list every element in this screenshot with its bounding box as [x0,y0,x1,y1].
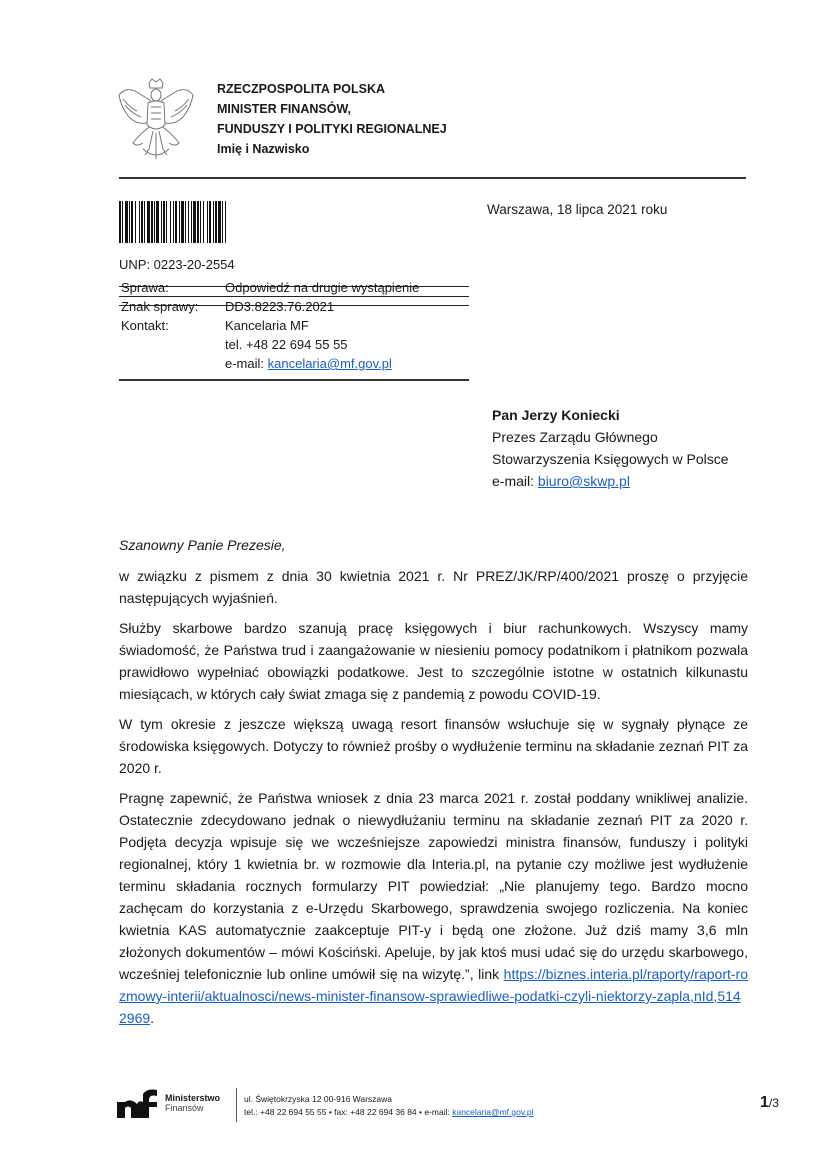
meta-value: Kancelaria MF [225,318,309,333]
meta-key: Znak sprawy: [121,299,199,314]
paragraph-4: Pragnę zapewnić, że Państwa wniosek z dnia 23 marca 2021 r. został poddany wnikliwej analizie. Ostatecznie zdecydowano jednak o niewydłużaniu terminu na składanie zeznań PIT za 2020 r. Podjęta decyzja wpisuje się we wcześniejsze zapowiedzi ministra finansów, funduszy i polityki regionalnej, który 1 kwietnia br. w rozmowie dla Interia.pl, na pytanie czy możliwe jest wydłużenie terminu składania rocznych formularzy PIT powiedział: „Nie planujemy tego. Bardzo mocno zachęcam do korzystania z e-Urzędu Skarbowego, sprawdzenia swojego rozliczenia. Na koniec kwietnia KAS automatycznie zaakceptuje PIT-y i będą one złożone. Już dziś mamy 3,6 mln złożonych dokumentów – mówi Kościński. Apeluje, by jak ktoś musi udać się do urzędu skarbowego, wcześniej telefonicznie lub online umówił się na wizytę.”, link https://biznes.interia.pl/raporty/raport-rozmowy-interii/aktualnosci/news-minister-finansow-sprawiedliwe-podatki-czyli-niektorzy-zapla,nId,5142969. [119,790,748,1026]
logo-line-2: Finansów [165,1103,204,1113]
ministry-logo [117,1088,220,1118]
meta-key: Kontakt: [121,318,169,333]
meta-key: Sprawa: [121,280,169,295]
meta-divider [119,379,469,381]
meta-row-phone [119,335,469,354]
paragraph-4-text: Pragnę zapewnić, że Państwa wniosek z dnia 23 marca 2021 r. został poddany wnikliwej analizie. Ostatecznie zdecydowano jednak o niewydłużaniu terminu na składanie zeznań PIT za 2020 r. Podjęta decyzja wpisuje się we wcześniejsze zapowiedzi ministra finansów, funduszy i polityki regionalnej, który 1 kwietnia br. w rozmowie dla Interia.pl, na pytanie czy możliwe jest wydłużenie terminu składania rocznych formularzy PIT powiedział: „Nie planujemy tego. Bardzo mocno zachęcam do korzystania z e-Urzędu Skarbowego, sprawdzenia swojego rozliczenia. Na koniec kwietnia KAS automatycznie zaakceptuje PIT-y i będą one złożone. Już dziś mamy 3,6 mln złożonych dokumentów – mówi Kościński. Apeluje, by jak ktoś musi udać się do urzędu skarbowego, wcześniej telefonicznie lub online umówił się na wizytę.”, link [119,790,748,982]
meta-row-contact [119,316,469,335]
footer-contact: tel.: +48 22 694 55 55 • fax: +48 22 694 36 84 • e-mail: [244,1107,453,1117]
paragraph-2: Służby skarbowe bardzo szanują pracę księgowych i biur rachunkowych. Wszyscy mamy świadomość, że Państwa trud i zaangażowanie w niesieniu pomocy podatnikom i płatnikom pozwala prawidłowo wypełniać obowiązki podatkowe. Jest to szczególnie istotne w ostatnich kilkunastu miesiącach, w których cały świat zmaga się z pandemią z powodu COVID-19. [119,620,748,702]
polish-eagle-emblem-icon [115,77,197,163]
meta-value: DD3.8223.76.2021 [225,299,335,314]
issuer-header [217,79,447,159]
email-label: e-mail: [492,473,538,489]
contact-email-link[interactable]: kancelaria@mf.gov.pl [267,356,392,371]
meta-key [119,335,225,354]
barcode-icon [119,201,319,243]
issuer-name: Imię i Nazwisko [217,142,310,156]
footer-address [244,1093,533,1119]
footer-email-link[interactable]: kancelaria@mf.gov.pl [452,1107,534,1117]
place-date: Warszawa, 18 lipca 2021 roku [487,202,668,217]
mf-logo-icon [117,1088,159,1118]
meta-row-case [119,278,469,297]
paragraph-1: w związku z pismem z dnia 30 kwietnia 2021 r. Nr PREZ/JK/RP/400/2021 proszę o przyjęcie następujących wyjaśnień. [119,568,748,606]
issuer-line-2: MINISTER FINANSÓW, [217,102,352,116]
issuer-line-3: FUNDUSZY I POLITYKI REGIONALNEJ [217,122,447,136]
meta-value: Odpowiedź na drugie wystąpienie [225,280,420,295]
letter-body [119,534,748,1037]
footer-separator [236,1088,237,1122]
recipient-name: Pan Jerzy Koniecki [492,407,620,423]
salutation: Szanowny Panie Prezesie, [119,537,286,553]
recipient-title: Prezes Zarządu Głównego [492,429,658,445]
header-divider [119,177,746,179]
logo-line-1: Ministerstwo [165,1093,221,1103]
case-meta-table [119,278,469,373]
meta-row-reference [119,297,469,316]
recipient-organization: Stowarzyszenia Księgowych w Polsce [492,451,729,467]
page-number: 1/3 [760,1094,779,1111]
meta-row-email [119,354,469,373]
meta-value: tel. +48 22 694 55 55 [225,337,348,352]
recipient-block [492,404,729,492]
interia-article-link[interactable]: https://biznes.interia.pl/raporty/raport-rozmowy-interii/aktualnosci/news-minister-finansow-sprawiedliwe-podatki-czyli-niektorzy-zapla,nId,5142969 [119,966,748,1026]
recipient-email-link[interactable]: biuro@skwp.pl [537,473,630,489]
issuer-line-1: RZECZPOSPOLITA POLSKA [217,82,386,96]
email-label: e-mail: [225,356,268,371]
unp-number: UNP: 0223-20-2554 [119,257,235,272]
paragraph-3: W tym okresie z jeszcze większą uwagą resort finansów wsłuchuje się w sygnały płynące ze środowiska księgowych. Dotyczy to również prośby o wydłużenie terminu na składanie zeznań PIT za 2020 r. [119,716,748,776]
footer-street: ul. Świętokrzyska 12 00-916 Warszawa [244,1094,393,1104]
